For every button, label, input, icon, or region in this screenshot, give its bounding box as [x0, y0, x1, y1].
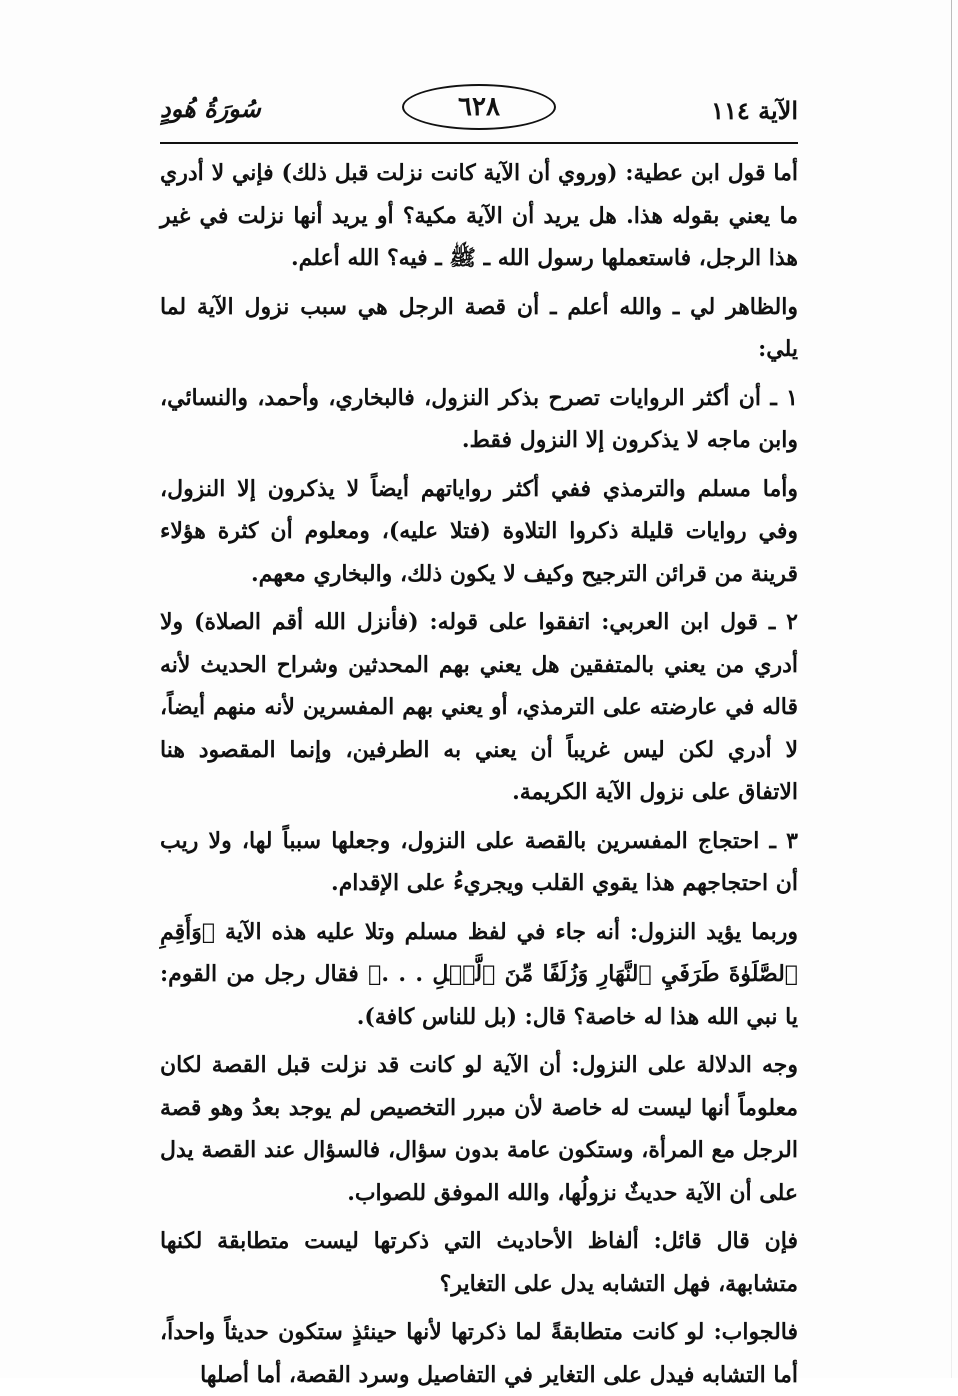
paragraph: وجه الدلالة على النزول: أن الآية لو كانت قد نزلت قبل القصة لكان معلوماً أنها ليست له خاصة لأن مبرر التخصيص لم يوجد بعدُ وهو قصة الرجل مع المرأة، وستكون عامة بدون سؤال، فالسؤال عند القصة يدل على أن الآية حديثٌ نزولُها، والله الموفق للصواب. [160, 1052, 798, 1206]
page-body [160, 152, 798, 1388]
page-number-frame [402, 84, 556, 130]
paragraph: فالجواب: لو كانت متطابقةً لما ذكرتها لأنها حينئذٍ ستكون حديثاً واحداً، أما التشابه فيدل على التغاير في التفاصيل وسرد القصة، أما أصلها [160, 1319, 798, 1388]
paragraph: ١ ـ أن أكثر الروايات تصرح بذكر النزول، فالبخاري، وأحمد، والنسائي، وابن ماجه لا يذكرون إلا النزول فقط. [160, 384, 798, 453]
paragraph: ٣ ـ احتجاج المفسرين بالقصة على النزول، وجعلها سبباً لها، ولا ريب أن احتجاجهم هذا يقوي القلب ويجريءُ على الإقدام. [160, 827, 798, 896]
paragraph: أما قول ابن عطية: (وروي أن الآية كانت نزلت قبل ذلك) فإني لا أدري ما يعني بقوله هذا. هل يريد أن الآية مكية؟ أو يريد أنها نزلت في غير هذا الرجل، فاستعملها رسول الله ـ ﷺ ـ فيه؟ الله أعلم. [160, 160, 798, 271]
page-edge [951, 0, 952, 1378]
page-header [160, 82, 798, 142]
header-divider [160, 142, 798, 144]
paragraph: ٢ ـ قول ابن العربي: اتفقوا على قوله: (فأنزل الله أقم الصلاة) ولا أدري من يعني بالمتفقين هل يعني بهم المحدثين وشراح الحديث لأنه قاله في عارضته على الترمذي، أو يعني بهم المفسرين لأنه منهم أيضاً، لا أدري لكن ليس غريباً أن يعني به الطرفين، وإنما المقصود هنا الاتفاق على نزول الآية الكريمة. [160, 609, 798, 805]
paragraph: والظاهر لي ـ والله أعلم ـ أن قصة الرجل هي سبب نزول الآية لما يلي: [160, 293, 798, 362]
paragraph: وأما مسلم والترمذي ففي أكثر رواياتهم أيضاً لا يذكرون إلا النزول، وفي روايات قليلة ذكروا التلاوة (فتلا عليه)، ومعلوم أن كثرة هؤلاء قرينة من قرائن الترجيح وكيف لا يكون ذلك، والبخاري معهم. [160, 475, 798, 587]
ayah-label: الآية ١١٤ [711, 96, 798, 125]
paragraph: وربما يؤيد النزول: أنه جاء في لفظ مسلم وتلا عليه هذه الآية ﴿وَأَقِمِ ٱلصَّلَوٰةَ طَرَفَيِ ٱلنَّهَارِ وَزُلَفًا مِّنَ ٱلَّيۡلِ . . .﴾ فقال رجل من القوم: يا نبي الله هذا له خاصة؟ قال: (بل للناس كافة). [160, 918, 798, 1030]
surah-name: سُورَةُ هُودٍ [160, 94, 261, 123]
paragraph: فإن قال قائل: ألفاظ الأحاديث التي ذكرتها ليست متطابقة لكنها متشابهة، فهل التشابه يدل على التغاير؟ [160, 1228, 798, 1297]
page-number: ٦٢٨ [458, 92, 500, 122]
